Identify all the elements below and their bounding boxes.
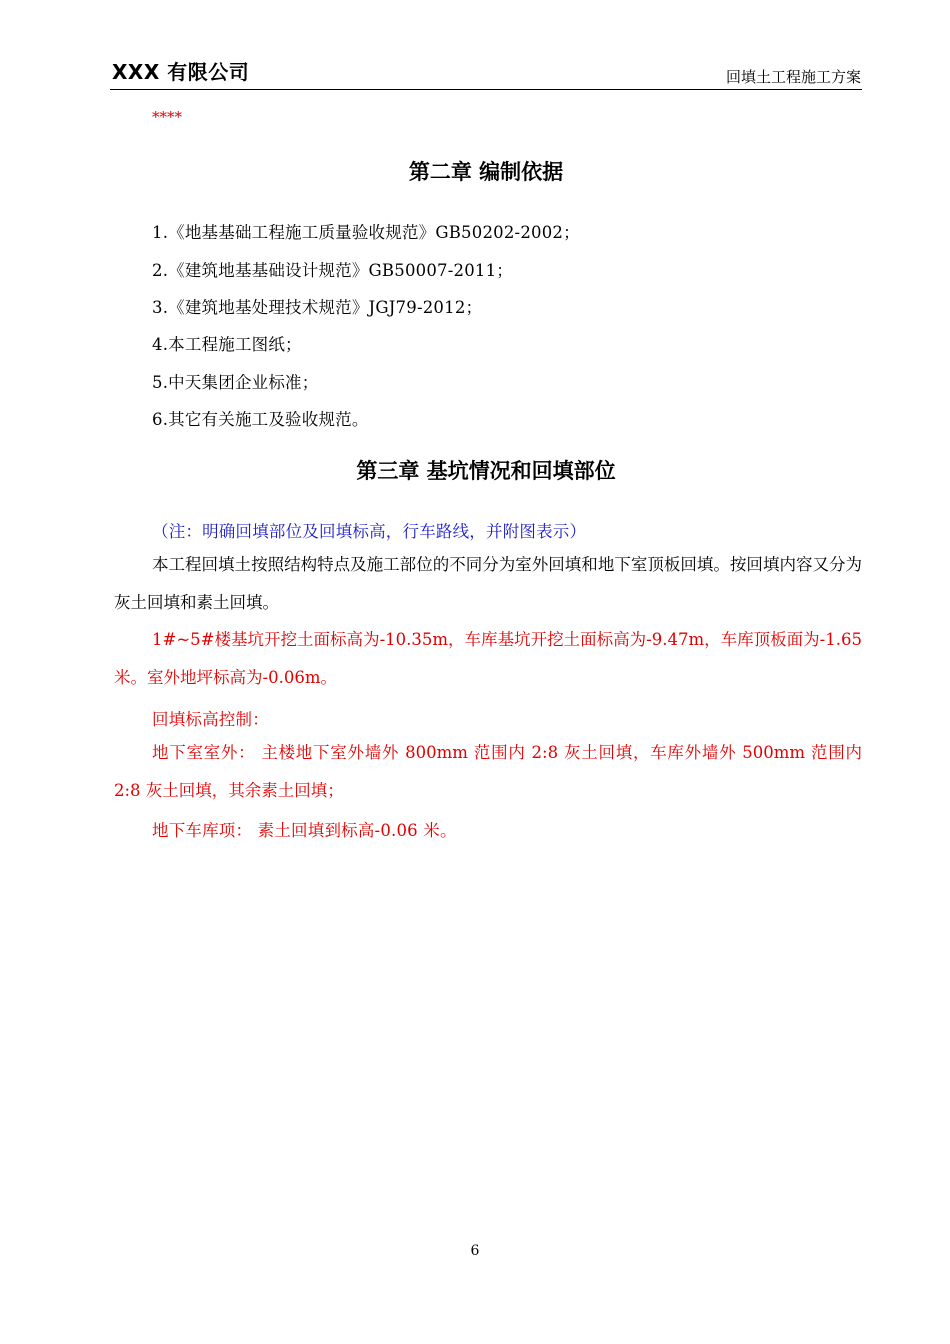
elevation-paragraph: 1#~5#楼基坑开挖土面标高为-10.35m，车库基坑开挖土面标高为-9.47m，车库顶板面为-1.65 米。室外地坪标高为-0.06m。	[114, 630, 862, 687]
basis-item-2: 2.《建筑地基基础设计规范》GB50007-2011；	[152, 261, 514, 280]
outdoor-backfill-paragraph: 地下室室外： 主楼地下室外墙外 800mm 范围内 2:8 灰土回填，车库外墙外 500mm 范围内 2:8 灰土回填，其余素土回填；	[114, 743, 862, 800]
basis-item-1: 1.《地基基础工程施工质量验收规范》GB50202-2002；	[152, 223, 580, 242]
basis-item-5: 5.中天集团企业标准；	[152, 373, 319, 392]
basis-item-6: 6.其它有关施工及验收规范。	[152, 410, 369, 429]
header-company-name: XXX 有限公司	[112, 60, 250, 84]
placeholder-marker: ****	[152, 108, 182, 126]
backfill-intro-paragraph: 本工程回填土按照结构特点及施工部位的不同分为室外回填和地下室顶板回填。按回填内容又分为灰土回填和素土回填。	[114, 555, 862, 612]
garage-roof-backfill-line: 地下车库项： 素土回填到标高-0.06 米。	[152, 821, 457, 840]
chapter-3-note: （注：明确回填部位及回填标高，行车路线，并附图表示）	[152, 522, 587, 541]
header-divider	[110, 89, 862, 90]
page-number: 6	[470, 1243, 480, 1259]
basis-item-3: 3.《建筑地基处理技术规范》JGJ79-2012；	[152, 298, 483, 317]
chapter-2-title: 第二章 编制依据	[408, 160, 564, 184]
backfill-control-heading: 回填标高控制：	[152, 710, 269, 729]
chapter-3-title: 第三章 基坑情况和回填部位	[356, 459, 616, 483]
basis-item-4: 4.本工程施工图纸；	[152, 335, 302, 354]
header-document-title: 回填土工程施工方案	[725, 68, 861, 86]
